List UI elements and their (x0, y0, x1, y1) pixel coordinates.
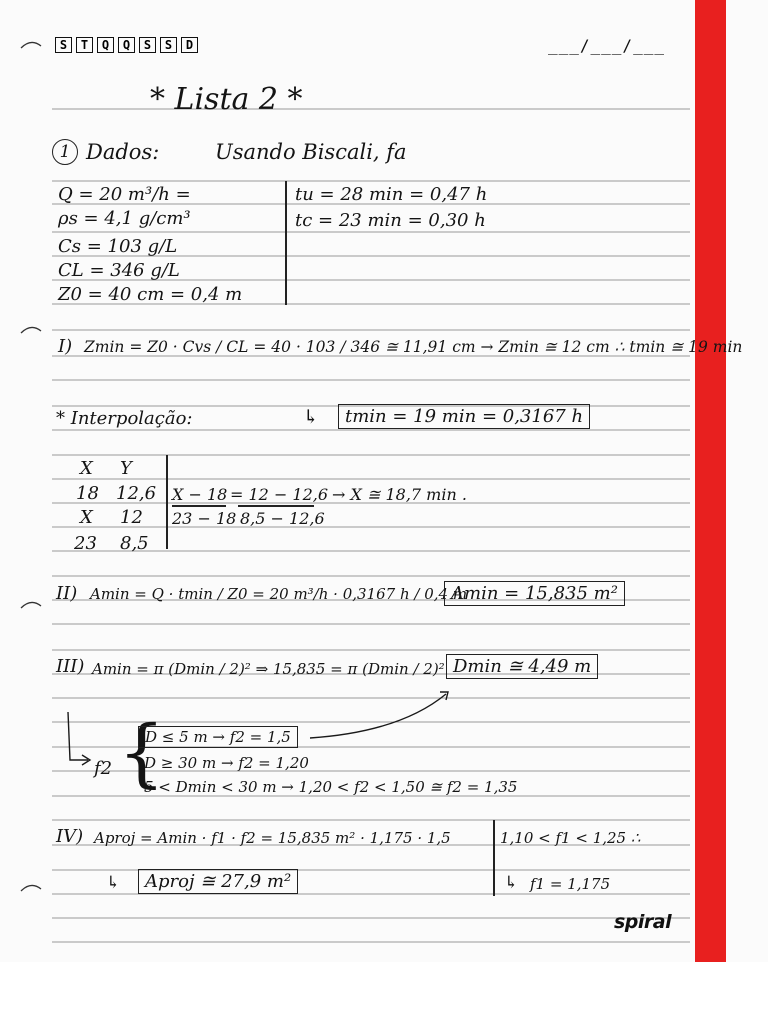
step4-label: IV) (56, 826, 84, 847)
step4-side-result: f1 = 1,175 (530, 875, 611, 893)
binder-hole-mark (20, 883, 42, 893)
step4-divider (493, 820, 495, 896)
page-bottom-margin (0, 962, 768, 1024)
interp-cell: 23 (74, 533, 97, 554)
step1-equation: Zmin = Z0 · Cvs / CL = 40 · 103 / 346 ≅ 11,91 cm → Zmin ≅ 12 cm ∴ tmin ≅ 19 min (84, 338, 743, 356)
weekday-box: S (160, 37, 177, 53)
data-flow-rate: Q = 20 m³/h = (58, 184, 191, 205)
data-cs: Cs = 103 g/L (58, 236, 178, 257)
step3-label: III) (56, 656, 85, 677)
curly-brace: { (118, 710, 166, 796)
interp-cell: X (80, 507, 93, 528)
f2-case-2: D ≥ 30 m → f2 = 1,20 (144, 754, 309, 772)
interp-col-y: Y (120, 458, 132, 479)
interp-eq-result: → X ≅ 18,7 min . (332, 485, 467, 504)
step4-equation: Aproj = Amin · f1 · f2 = 15,835 m² · 1,175 · 1,5 (94, 829, 451, 847)
interp-cell: 12 (120, 507, 143, 528)
arrow-icon: ↳ (303, 406, 319, 428)
binder-hole-mark (20, 600, 42, 610)
interp-eq-right-denominator: 8,5 − 12,6 (240, 509, 325, 528)
weekday-box: D (181, 37, 198, 53)
data-solid-density: ρs = 4,1 g/cm³ (58, 208, 191, 229)
data-cl: CL = 346 g/L (58, 260, 180, 281)
data-tu: tu = 28 min = 0,47 h (295, 184, 488, 205)
weekday-box: S (55, 37, 72, 53)
brand-logo: spiral (614, 911, 672, 933)
step4-side-condition: 1,10 < f1 < 1,25 ∴ (500, 829, 641, 847)
section-number (52, 138, 78, 165)
binder-hole-mark (20, 325, 42, 335)
interp-cell: 18 (76, 483, 99, 504)
weekday-box: S (139, 37, 156, 53)
step1-label: I) (58, 336, 73, 357)
interpolation-table-divider (166, 455, 168, 549)
weekday-boxes (55, 37, 198, 53)
interp-cell: 12,6 (116, 483, 157, 504)
section-heading: Dados: (86, 140, 160, 164)
interpolation-result: tmin = 19 min = 0,3167 h (338, 404, 590, 429)
section-subheading: Usando Biscali, fa (215, 140, 407, 164)
red-margin-stripe (695, 0, 726, 962)
data-table-divider (285, 181, 287, 305)
arrow-icon: ↳ (106, 873, 121, 893)
f2-symbol: f2 (94, 758, 113, 779)
step2-label: II) (56, 583, 78, 604)
interpolation-heading: * Interpolação: (56, 408, 193, 429)
f2-case-1: D ≤ 5 m → f2 = 1,5 (138, 726, 298, 748)
page-title: * Lista 2 * (150, 82, 303, 117)
step2-result: Amin = 15,835 m² (444, 581, 625, 606)
fraction-bar (172, 505, 226, 507)
interp-eq-numerator: X − 18 (172, 485, 228, 504)
fraction-bar (238, 505, 314, 507)
date-field: ___/___/___ (548, 36, 665, 55)
data-z0: Z0 = 40 cm = 0,4 m (58, 284, 243, 305)
interp-col-x: X (80, 458, 93, 479)
section-number-circle: 1 (52, 139, 78, 165)
weekday-box: Q (118, 37, 135, 53)
data-tc: tc = 23 min = 0,30 h (295, 210, 486, 231)
arrow-icon: ↳ (504, 873, 519, 893)
binder-hole-mark (20, 40, 42, 50)
weekday-box: T (76, 37, 93, 53)
interp-eq-right-numerator: = 12 − 12,6 (230, 485, 329, 504)
weekday-box: Q (97, 37, 114, 53)
interp-eq-denominator: 23 − 18 (172, 509, 237, 528)
step2-equation: Amin = Q · tmin / Z0 = 20 m³/h · 0,3167 h / 0,4 m (90, 585, 468, 603)
step3-result: Dmin ≅ 4,49 m (446, 654, 598, 679)
step3-equation: Amin = π (Dmin / 2)² ⇒ 15,835 = π (Dmin / 2)² (92, 660, 445, 678)
f2-case-3: 5 < Dmin < 30 m → 1,20 < f2 < 1,50 ≅ f2 = 1,35 (144, 778, 518, 796)
step4-result: Aproj ≅ 27,9 m² (138, 869, 298, 894)
interp-cell: 8,5 (120, 533, 149, 554)
